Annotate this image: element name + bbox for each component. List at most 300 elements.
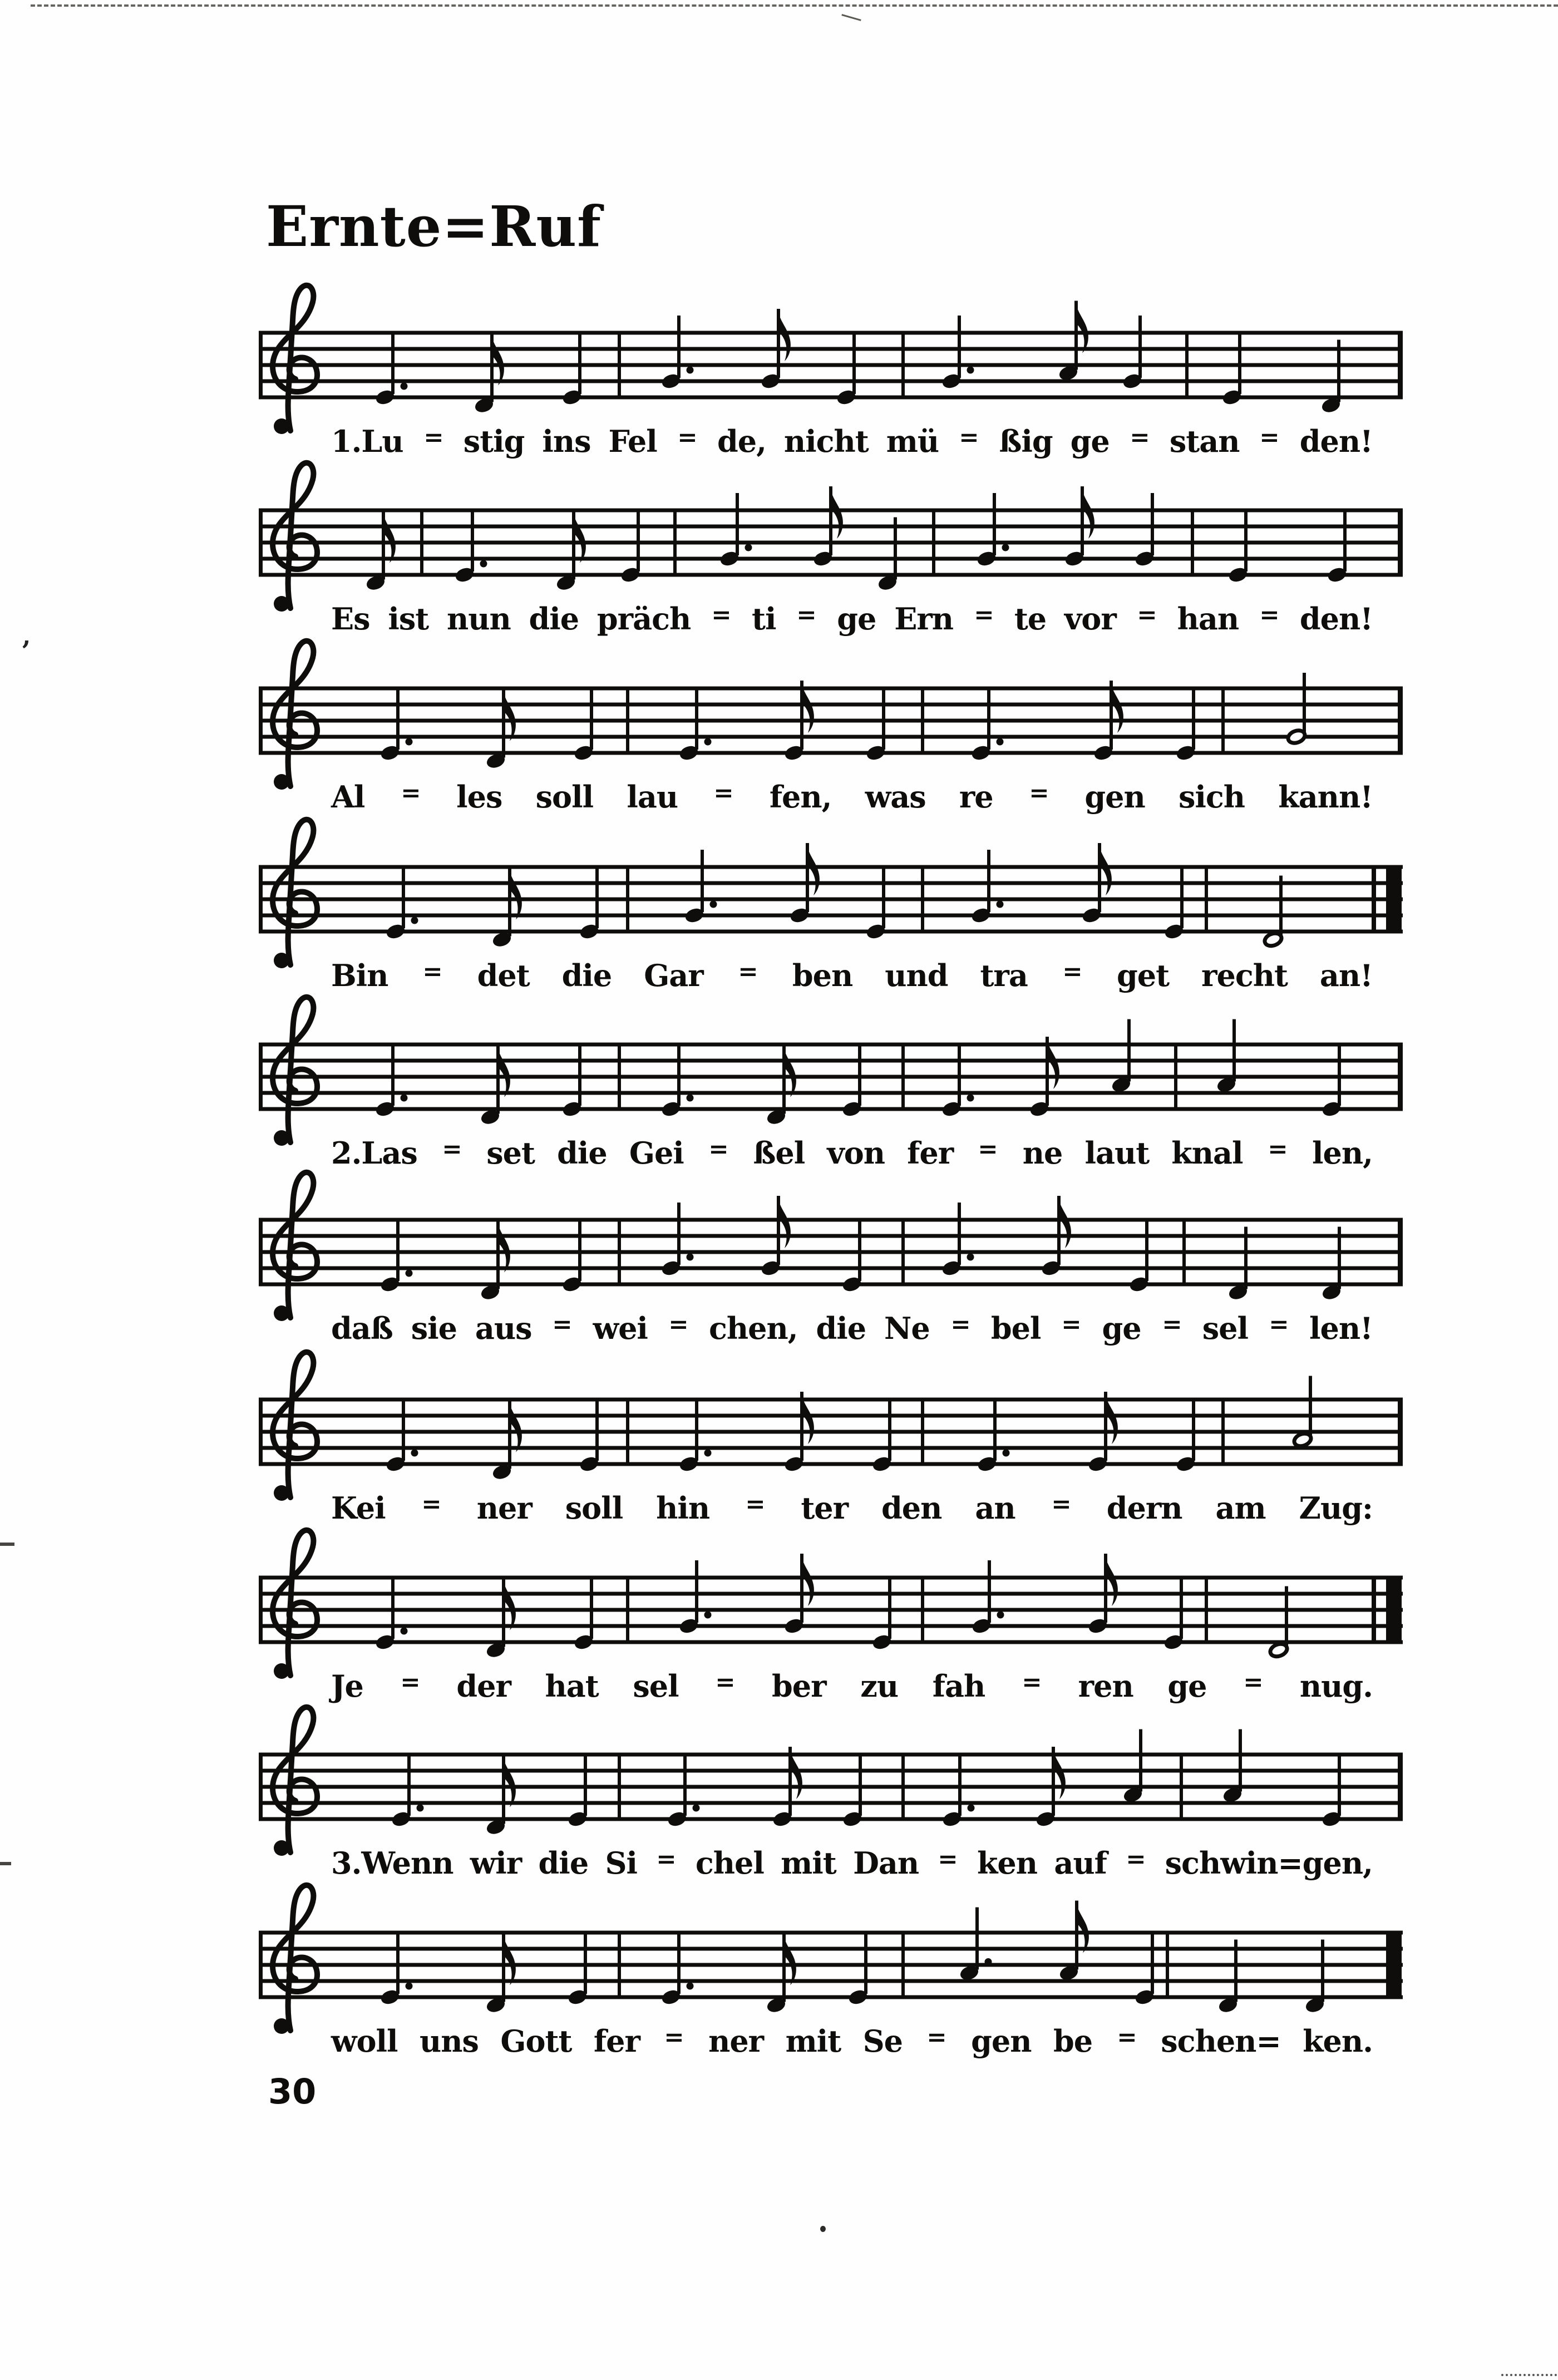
final-barline-thick: [1386, 1576, 1402, 1644]
barline: [1182, 1218, 1186, 1287]
lyric-syllable: uns: [419, 2023, 479, 2059]
lyric-syllable: ren: [1078, 1668, 1133, 1704]
system-start-barline: [259, 1218, 263, 1287]
final-barline-thin: [1372, 865, 1376, 934]
note-dotted-quarter-note: [660, 1043, 694, 1118]
lyric-syllable: ist: [388, 601, 429, 637]
lyric-line-10: [331, 2022, 1373, 2059]
note-quarter-note: [1217, 1940, 1239, 2014]
syllable-hyphen: =: [974, 600, 994, 629]
lyric-syllable: Zug:: [1299, 1490, 1373, 1526]
lyric-syllable: der: [456, 1668, 511, 1704]
note-quarter-note: [871, 1398, 893, 1473]
staff-line: [259, 1267, 1403, 1270]
augmentation-dot: [480, 560, 487, 568]
treble-clef-icon: [273, 1707, 317, 1856]
lyric-syllable: vor: [1064, 601, 1116, 637]
lyric-syllable: laut: [1084, 1135, 1150, 1171]
scan-artifact-comma: ,: [22, 622, 31, 651]
note-dotted-quarter-note: [719, 493, 752, 568]
lyric-syllable: ins: [542, 423, 591, 459]
note-quarter-note: [561, 1043, 583, 1118]
staff-line: [259, 1769, 1403, 1773]
barline: [420, 509, 423, 577]
staff-line: [259, 914, 1403, 918]
note-eighth-note: [480, 1220, 510, 1302]
barline: [673, 509, 677, 577]
syllable-hyphen: =: [711, 600, 731, 629]
lyric-syllable: Si: [605, 1845, 637, 1881]
lyric-syllable: die: [529, 601, 579, 637]
lyric-syllable: wei: [593, 1310, 648, 1346]
lyric-syllable: ge: [1167, 1668, 1207, 1704]
note-quarter-note: [1111, 1019, 1132, 1094]
barline: [1180, 1753, 1183, 1821]
note-eighth-note: [491, 868, 522, 949]
lyric-syllable: ken: [977, 1845, 1038, 1881]
staff-line: [259, 1091, 1403, 1095]
lyric-syllable: sel: [633, 1668, 679, 1704]
note-eighth-note: [485, 1933, 516, 2014]
staff-line: [259, 1963, 1403, 1967]
note-dotted-quarter-note: [970, 687, 1004, 762]
syllable-hyphen: =: [1243, 1667, 1263, 1696]
lyric-syllable: Ne: [884, 1310, 930, 1346]
augmentation-dot: [967, 1254, 974, 1261]
augmentation-dot: [687, 367, 694, 374]
lyric-syllable: Gott: [500, 2023, 572, 2059]
lyric-syllable: dern: [1106, 1490, 1182, 1526]
note-quarter-note: [561, 1219, 583, 1293]
syllable-hyphen: =: [978, 1134, 998, 1163]
treble-clef-icon: [273, 1352, 317, 1501]
staff-line: [259, 1640, 1403, 1644]
treble-clef-icon: [273, 641, 317, 790]
system-start-barline: [259, 687, 263, 755]
barline: [626, 687, 629, 755]
syllable-hyphen: =: [442, 1134, 462, 1163]
note-quarter-note: [1134, 1931, 1156, 2006]
augmentation-dot: [997, 738, 1004, 746]
staff-line: [259, 1576, 1403, 1580]
barline: [618, 1753, 621, 1821]
treble-clef-icon: [273, 1172, 317, 1321]
note-quarter-note: [1320, 340, 1342, 415]
staff-line: [259, 1234, 1403, 1238]
lyric-syllable: chel: [695, 1845, 764, 1881]
lyric-syllable: fer: [907, 1135, 954, 1171]
augmentation-dot: [411, 1450, 418, 1457]
augmentation-dot: [401, 1628, 408, 1635]
note-dotted-quarter-note: [660, 1203, 694, 1277]
staff-line: [259, 331, 1403, 335]
lyric-syllable: auf: [1054, 1845, 1107, 1881]
barline: [1221, 1398, 1225, 1466]
lyric-syllable: Es: [331, 601, 370, 637]
note-half-note: [1286, 673, 1306, 745]
note-quarter-note: [836, 332, 857, 406]
note-dotted-quarter-note: [660, 316, 694, 390]
note-quarter-note: [1134, 493, 1156, 568]
lyric-syllable: wir: [470, 1845, 522, 1881]
note-quarter-note: [1216, 1019, 1237, 1094]
page-number: 30: [268, 2071, 317, 2112]
staff-line: [259, 1624, 1403, 1628]
end-barline: [1398, 687, 1403, 755]
syllable-hyphen: =: [938, 1844, 958, 1873]
syllable-hyphen: =: [1269, 1309, 1289, 1338]
lyric-syllable: ge: [1070, 423, 1110, 459]
lyric-syllable: und: [885, 958, 948, 993]
note-dotted-quarter-note: [374, 1576, 408, 1651]
staff-line: [259, 1414, 1403, 1418]
barline: [1205, 1576, 1208, 1644]
scan-artifact-dashed: [31, 4, 1558, 7]
augmentation-dot: [968, 1805, 975, 1812]
syllable-hyphen: =: [677, 422, 697, 451]
syllable-hyphen: =: [656, 1844, 677, 1873]
augmentation-dot: [693, 1805, 700, 1812]
note-quarter-note: [1321, 1753, 1343, 1828]
lyric-syllable: hat: [545, 1668, 599, 1704]
barline: [1185, 331, 1189, 400]
note-quarter-note: [841, 1043, 863, 1118]
augmentation-dot: [710, 901, 717, 908]
lyric-syllable: ge: [837, 601, 876, 637]
lyric-syllable: chen,: [709, 1310, 798, 1346]
barline: [1205, 865, 1208, 934]
note-quarter-note: [567, 1931, 589, 2006]
lyric-syllable: knal: [1171, 1135, 1243, 1171]
lyric-line-4: [331, 959, 1373, 992]
note-dotted-quarter-note: [941, 316, 974, 390]
note-dotted-quarter-note: [379, 1931, 413, 2006]
scan-artifact-dotted: [1501, 2374, 1557, 2376]
note-dotted-quarter-note: [379, 1219, 413, 1293]
staff-line: [259, 751, 1403, 755]
note-quarter-note: [573, 1576, 595, 1651]
staff-line: [259, 1931, 1403, 1935]
syllable-hyphen: =: [1029, 778, 1049, 807]
note-dotted-quarter-note: [678, 687, 712, 762]
note-dotted-quarter-note: [977, 1398, 1010, 1473]
staff-line: [259, 1817, 1403, 1821]
note-quarter-note: [877, 518, 899, 592]
note-quarter-note: [1321, 1043, 1343, 1118]
staff-line: [259, 1107, 1403, 1111]
lyric-syllable: len!: [1309, 1310, 1373, 1346]
system-start-barline: [259, 1398, 263, 1466]
scan-artifact-tick: [841, 14, 861, 21]
note-quarter-note: [871, 1576, 893, 1651]
lyric-syllable: zu: [860, 1668, 899, 1704]
staff-line: [259, 1592, 1403, 1596]
lyric-syllable: kann!: [1278, 779, 1373, 815]
note-eighth-note: [485, 1755, 516, 1836]
note-quarter-note: [573, 687, 595, 762]
augmentation-dot: [704, 1450, 712, 1457]
lyric-syllable: set: [486, 1135, 535, 1171]
lyric-syllable: lau: [627, 779, 678, 815]
treble-clef-icon: [273, 997, 317, 1146]
lyric-syllable: sie: [411, 1310, 457, 1346]
end-barline: [1398, 331, 1403, 400]
lyric-syllable: ßel: [753, 1135, 805, 1171]
staff-line: [259, 1430, 1403, 1434]
end-barline: [1398, 1398, 1403, 1466]
note-eighth-note: [365, 511, 396, 592]
note-quarter-note: [620, 509, 642, 584]
note-dotted-quarter-note: [385, 1398, 418, 1473]
syllable-hyphen: =: [1268, 1134, 1288, 1163]
lyric-syllable: Gei: [629, 1135, 684, 1171]
lyric-syllable: re: [959, 779, 993, 815]
note-dotted-quarter-note: [678, 1560, 712, 1635]
augmentation-dot: [411, 917, 418, 924]
staff-line: [259, 1979, 1403, 1983]
lyric-syllable: präch: [596, 601, 691, 637]
note-quarter-note: [579, 866, 600, 940]
augmentation-dot: [967, 1095, 974, 1102]
note-dotted-quarter-note: [379, 687, 413, 762]
note-eighth-note: [1058, 1901, 1089, 1982]
system-start-barline: [259, 331, 263, 400]
treble-clef-icon: [273, 463, 317, 612]
augmentation-dot: [687, 1095, 694, 1102]
lyric-syllable: fen,: [769, 779, 832, 815]
note-eighth-note: [1058, 301, 1088, 382]
staff-line: [259, 1043, 1403, 1047]
lyric-syllable: Gar: [644, 958, 703, 993]
lyric-syllable: die: [816, 1310, 866, 1346]
barline: [626, 1398, 629, 1466]
lyric-syllable: 1.Lu: [331, 423, 403, 459]
augmentation-dot: [687, 1983, 694, 1990]
lyric-syllable: schwin=gen,: [1165, 1845, 1373, 1881]
barline: [901, 1931, 905, 1999]
barline: [1174, 1043, 1177, 1111]
lyric-line-1: [331, 422, 1373, 459]
lyric-line-9: [331, 1844, 1373, 1881]
lyric-syllable: Bin: [331, 958, 388, 993]
lyric-syllable: ge: [1102, 1310, 1141, 1346]
barline: [901, 331, 905, 400]
syllable-hyphen: =: [1259, 422, 1280, 451]
staff-line: [259, 1218, 1403, 1222]
note-quarter-note: [561, 332, 583, 406]
note-eighth-note: [766, 1045, 796, 1126]
augmentation-dot: [745, 544, 752, 551]
note-dotted-quarter-note: [971, 1560, 1004, 1635]
scan-artifact-dot: [820, 2226, 826, 2232]
barline: [921, 1576, 924, 1644]
lyric-syllable: ben: [792, 958, 853, 993]
lyric-syllable: Je: [331, 1668, 363, 1704]
note-quarter-note: [567, 1753, 589, 1828]
lyric-syllable: stig: [463, 423, 525, 459]
barline: [618, 1931, 621, 1999]
syllable-hyphen: =: [715, 1667, 736, 1696]
note-eighth-note: [555, 511, 586, 592]
note-quarter-note: [842, 1753, 864, 1828]
lyric-syllable: an: [975, 1490, 1015, 1526]
note-eighth-note: [485, 1578, 516, 1659]
barline: [1191, 509, 1194, 577]
lyric-syllable: gen: [971, 2023, 1032, 2059]
syllable-hyphen: =: [664, 2022, 684, 2051]
staff-line: [259, 881, 1403, 885]
final-barline-thick: [1386, 865, 1402, 934]
lyric-syllable: sel: [1202, 1310, 1248, 1346]
staff-line: [259, 1785, 1403, 1789]
song-title: Ernte=Ruf: [266, 194, 602, 259]
note-dotted-quarter-note: [374, 332, 408, 406]
end-barline-thick: [1386, 1931, 1402, 1999]
lyric-syllable: soll: [535, 779, 594, 815]
end-barline: [1398, 1753, 1403, 1821]
barline: [1166, 1931, 1169, 1999]
augmentation-dot: [406, 1270, 413, 1277]
lyric-syllable: den!: [1299, 423, 1373, 459]
lyric-syllable: nug.: [1299, 1668, 1373, 1704]
syllable-hyphen: =: [708, 1134, 728, 1163]
staff-line: [259, 735, 1403, 739]
syllable-hyphen: =: [1259, 600, 1279, 629]
lyric-syllable: ne: [1022, 1135, 1063, 1171]
note-quarter-note: [1227, 1227, 1249, 1302]
note-half-note: [1293, 1376, 1313, 1448]
syllable-hyphen: =: [1022, 1667, 1042, 1696]
syllable-hyphen: =: [738, 957, 758, 985]
augmentation-dot: [417, 1805, 424, 1812]
lyric-syllable: ßig: [999, 423, 1053, 459]
note-dotted-quarter-note: [660, 1931, 694, 2006]
treble-clef-icon: [273, 1530, 317, 1679]
scan-artifact-dash: [0, 1543, 14, 1546]
syllable-hyphen: =: [401, 778, 421, 807]
lyric-syllable: sich: [1178, 779, 1245, 815]
lyric-syllable: ber: [772, 1668, 826, 1704]
staff-line: [259, 1462, 1403, 1466]
lyric-syllable: nun: [446, 601, 511, 637]
lyric-line-2: [331, 600, 1373, 637]
staff-line: [259, 1947, 1403, 1951]
syllable-hyphen: =: [1126, 1844, 1146, 1873]
lyric-syllable: den!: [1299, 601, 1373, 637]
lyric-syllable: de,: [717, 423, 766, 459]
note-eighth-note: [491, 1400, 522, 1481]
syllable-hyphen: =: [1051, 1489, 1071, 1518]
staff-line: [259, 363, 1403, 367]
barline: [901, 1218, 905, 1287]
augmentation-dot: [985, 1958, 992, 1965]
lyric-syllable: mü: [886, 423, 939, 459]
syllable-hyphen: =: [1161, 1309, 1182, 1338]
note-quarter-note: [1163, 866, 1185, 940]
staff-line: [259, 719, 1403, 723]
lyric-line-5: [331, 1134, 1373, 1171]
lyric-syllable: fer: [593, 2023, 640, 2059]
barline: [932, 509, 935, 577]
lyric-syllable: am: [1215, 1490, 1266, 1526]
note-quarter-note: [1122, 316, 1143, 390]
note-dotted-quarter-note: [667, 1753, 700, 1828]
note-dotted-quarter-note: [941, 1043, 974, 1118]
note-quarter-note: [1327, 509, 1348, 584]
syllable-hyphen: =: [1130, 422, 1150, 451]
lyric-syllable: tra: [980, 958, 1028, 993]
note-dotted-quarter-note: [385, 866, 418, 940]
treble-clef-icon: [273, 285, 317, 434]
barline: [921, 865, 924, 934]
staff-line: [259, 1608, 1403, 1612]
staff-line: [259, 687, 1403, 691]
syllable-hyphen: =: [959, 422, 979, 451]
note-dotted-quarter-note: [976, 493, 1009, 568]
syllable-hyphen: =: [421, 1489, 441, 1518]
staff-line: [259, 380, 1403, 383]
augmentation-dot: [401, 1095, 408, 1102]
lyric-syllable: gen: [1084, 779, 1145, 815]
note-quarter-note: [1175, 687, 1197, 762]
syllable-hyphen: =: [926, 2022, 947, 2051]
note-eighth-note: [480, 1045, 510, 1126]
note-dotted-quarter-note: [684, 850, 717, 924]
lyric-syllable: les: [456, 779, 502, 815]
lyric-syllable: 2.Las: [331, 1135, 417, 1171]
note-dotted-quarter-note: [374, 1043, 408, 1118]
lyric-syllable: nicht: [783, 423, 869, 459]
augmentation-dot: [406, 738, 413, 746]
note-quarter-note: [865, 866, 887, 940]
note-quarter-note: [1175, 1398, 1197, 1473]
syllable-hyphen: =: [1117, 2022, 1137, 2051]
syllable-hyphen: =: [713, 778, 734, 807]
lyric-syllable: Ern: [894, 601, 954, 637]
lyric-syllable: len,: [1312, 1135, 1373, 1171]
note-dotted-quarter-note: [391, 1753, 424, 1828]
syllable-hyphen: =: [796, 600, 817, 629]
syllable-hyphen: =: [400, 1667, 420, 1696]
note-dotted-quarter-note: [678, 1398, 712, 1473]
lyric-syllable: te: [1014, 601, 1047, 637]
staff-line: [259, 1398, 1403, 1402]
staff-line: [259, 930, 1403, 934]
system-start-barline: [259, 1753, 263, 1821]
note-quarter-note: [865, 687, 887, 762]
system-start-barline: [259, 509, 263, 577]
lyric-syllable: mit: [781, 1845, 836, 1881]
note-dotted-quarter-note: [454, 509, 487, 584]
lyric-syllable: stan: [1169, 423, 1240, 459]
system-start-barline: [259, 1931, 263, 1999]
note-half-note: [1263, 876, 1283, 948]
lyric-syllable: Kei: [331, 1490, 386, 1526]
staff-line: [259, 865, 1403, 869]
lyric-syllable: det: [477, 958, 530, 993]
augmentation-dot: [967, 367, 974, 374]
syllable-hyphen: =: [422, 957, 443, 985]
barline: [618, 331, 621, 400]
barline: [921, 1398, 924, 1466]
lyric-syllable: Fel: [608, 423, 657, 459]
augmentation-dot: [1003, 1450, 1010, 1457]
lyric-syllable: recht: [1201, 958, 1288, 993]
augmentation-dot: [1002, 544, 1009, 551]
note-dotted-quarter-note: [941, 1753, 975, 1828]
augmentation-dot: [401, 383, 408, 390]
lyric-syllable: schen=: [1161, 2023, 1281, 2059]
